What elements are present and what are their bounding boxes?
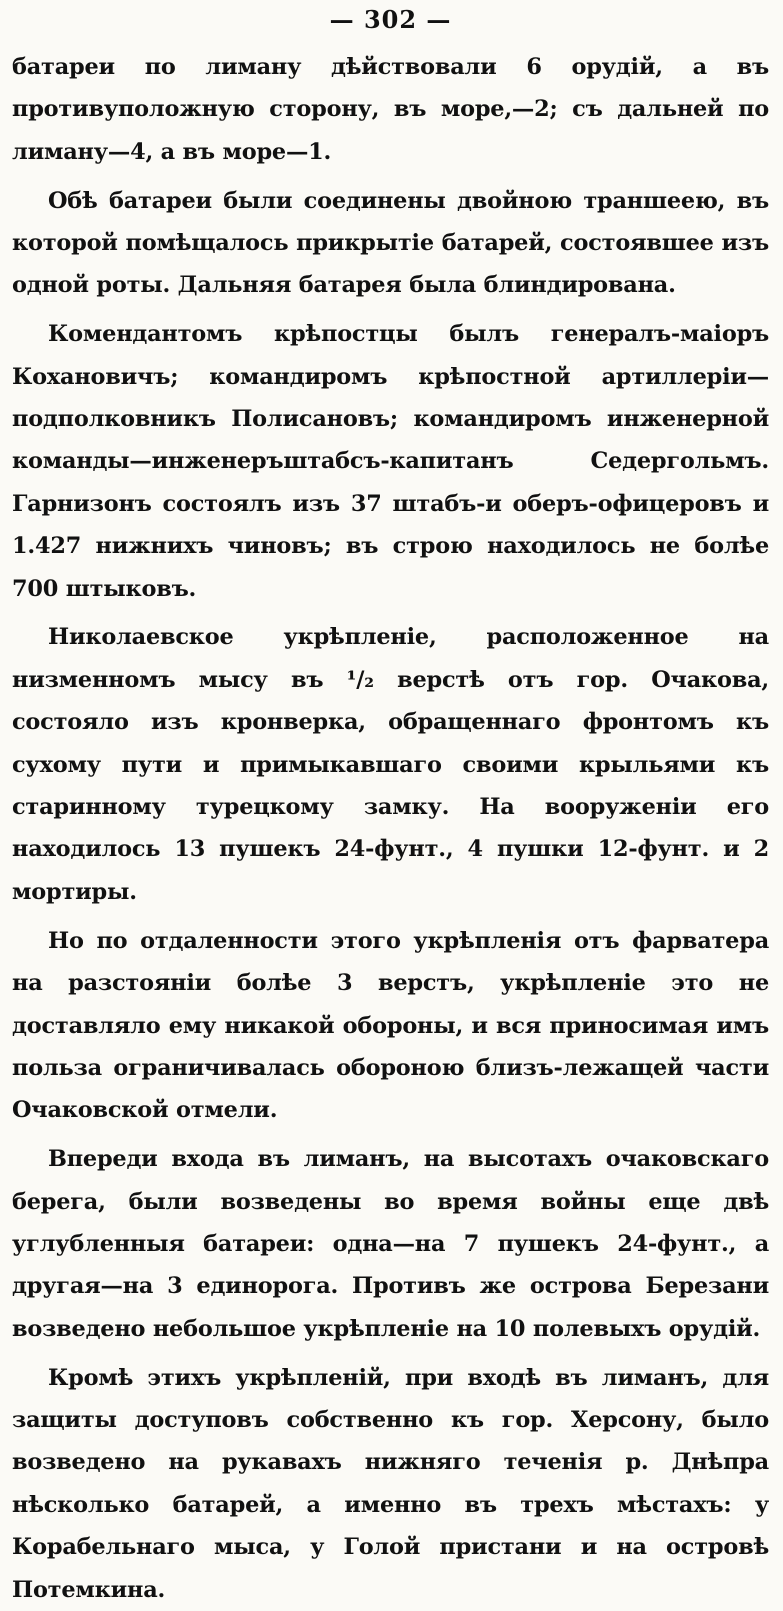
page-number: — 302 — [329, 5, 452, 34]
paragraph-ochakov-shore-batteries: Впереди входа въ лиманъ, на высотахъ очаковскаго берега, были возведены во время войны еще двѣ углубленныя батареи: одна—на 7 пушекъ 24-фунт., а другая—на 3 единорога. Противъ же острова Березани возведено небольшое укрѣпленіе на 10 полевыхъ орудій. [12, 1146, 769, 1342]
paragraph-batteries-trench: Обѣ батареи были соединены двойною траншеею, въ которой помѣщалось прикрытіе батарей, состоявшее изъ одной роты. Дальняя батарея была блиндирована. [12, 187, 769, 299]
paragraph-fairway-distance: Но по отдаленности этого укрѣпленія отъ фарватера на разстояніи болѣе 3 верстъ, укрѣпленіе это не доставляло ему никакой обороны, и вся приносимая имъ польза ограничивалась обороною близъ-лежащей части Очаковской отмели. [12, 927, 769, 1124]
paragraph-commandant: Комендантомъ крѣпостцы былъ генералъ-маіоръ Кохановичъ; командиромъ крѣпостной артиллеріи—подполковникъ Полисановъ; командиромъ инженерной команды—инженеръштабсъ-капитанъ Седергольмъ. Гарнизонъ состоялъ изъ 37 штабъ-и оберъ-офицеровъ и 1.427 нижнихъ чиновъ; въ строю находилось не болѣе 700 штыковъ. [12, 321, 769, 602]
paragraph-kherson-approaches: Кромѣ этихъ укрѣпленій, при входѣ въ лиманъ, для защиты доступовъ собственно къ гор. Херсону, было возведено на рукавахъ нижняго теченія р. Днѣпра нѣсколько батарей, а именно въ трехъ мѣстахъ: у Корабельнаго мыса, у Голой пристани и на островѣ Потемкина. [12, 1364, 769, 1603]
page-body [12, 46, 769, 1611]
paragraph-continuation: батареи по лиману дѣйствовали 6 орудій, а въ противуположную сторону, въ море,—2; съ дальней по лиману—4, а въ море—1. [12, 54, 769, 165]
paragraph-nikolaev-fortification: Николаевское укрѣпленіе, расположенное на низменномъ мысу въ ¹/₂ верстѣ отъ гор. Очакова, состояло изъ кронверка, обращеннаго фронтомъ къ сухому пути и примыкавшаго своими крыльями къ старинному турецкому замку. На вооруженіи его находилось 13 пушекъ 24-фунт., 4 пушки 12-фунт. и 2 мортиры. [12, 624, 769, 905]
